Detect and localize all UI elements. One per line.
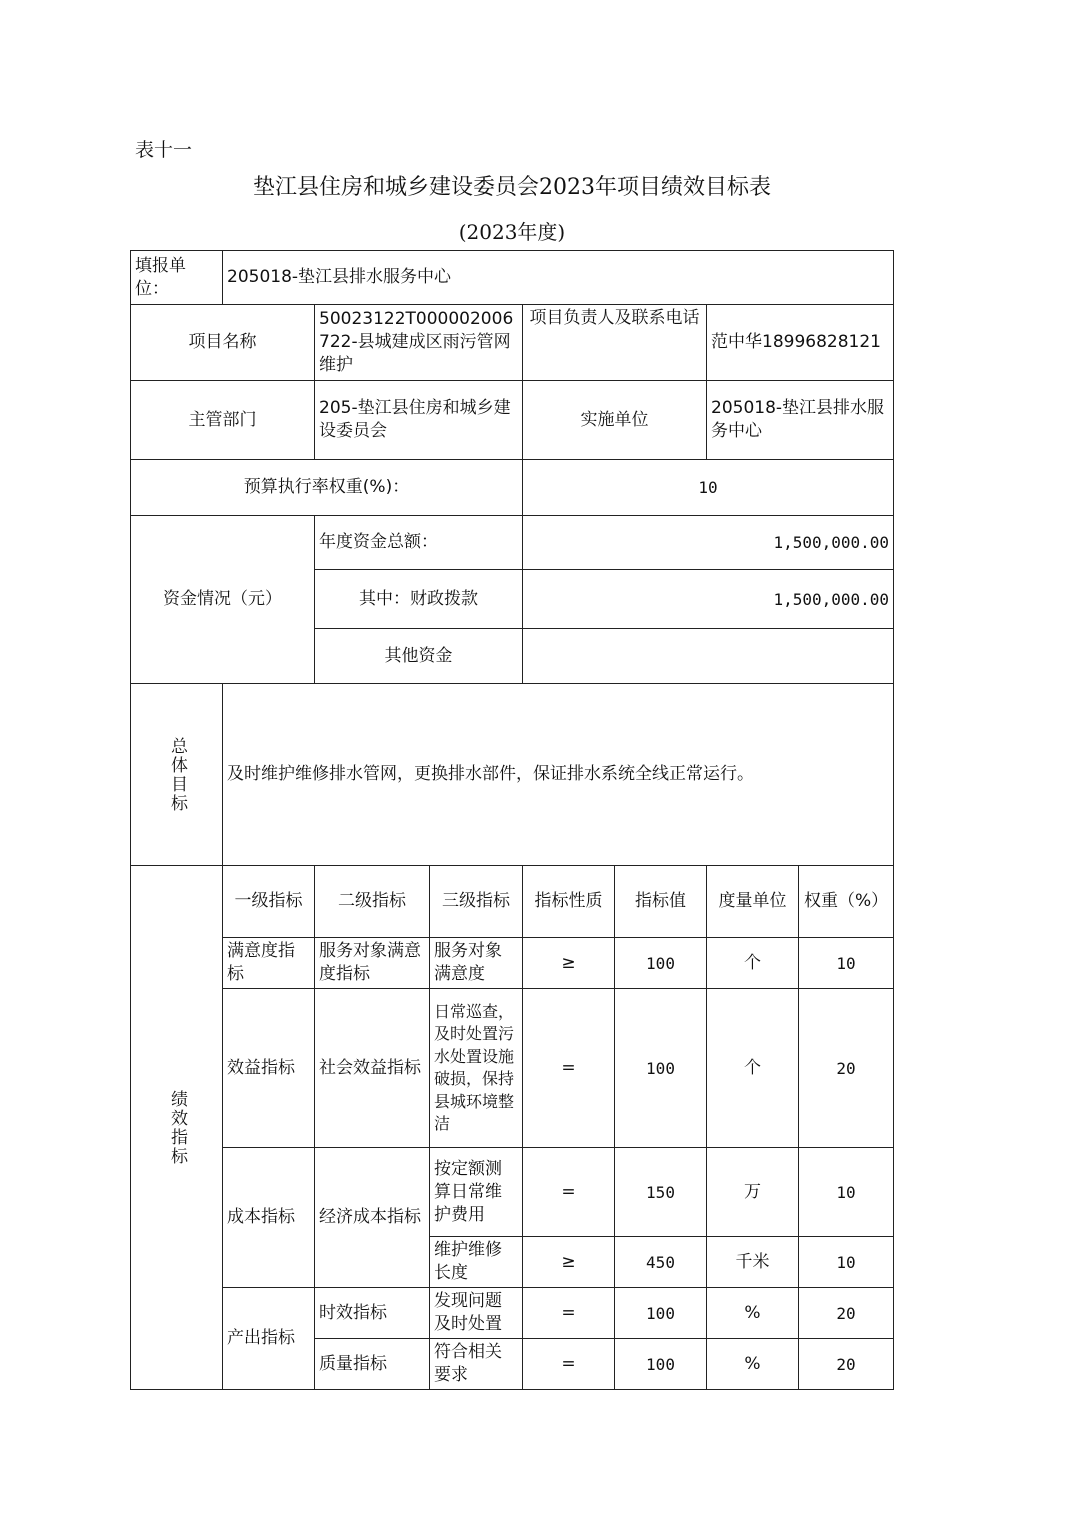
row-l1: 成本指标 — [223, 1148, 315, 1288]
row-nature: ≥ — [523, 938, 615, 989]
row-weight: 20 — [799, 1288, 894, 1339]
goal-label-text: 总体目标 — [167, 736, 187, 813]
row-l2: 服务对象满意度指标 — [315, 938, 430, 989]
project-leader-label: 项目负责人及联系电话 — [523, 305, 707, 381]
row-l3: 维护维修长度 — [430, 1237, 523, 1288]
row-value: 100 — [615, 1339, 707, 1390]
row-value: 100 — [615, 938, 707, 989]
header-unit: 度量单位 — [707, 866, 799, 938]
row-l3: 日常巡查，及时处置污水处置设施破损，保持县城环境整洁 — [430, 989, 523, 1148]
impl-label: 实施单位 — [523, 381, 707, 460]
row-weight: 10 — [799, 938, 894, 989]
row-unit: 千米 — [707, 1237, 799, 1288]
row-l2: 时效指标 — [315, 1288, 430, 1339]
row-unit: 个 — [707, 989, 799, 1148]
project-name-label: 项目名称 — [131, 305, 315, 381]
row-nature: = — [523, 1288, 615, 1339]
row-l3: 符合相关要求 — [430, 1339, 523, 1390]
fill-unit-label: 填报单位： — [131, 251, 223, 305]
funds-other-label: 其他资金 — [315, 629, 523, 684]
header-value: 指标值 — [615, 866, 707, 938]
fill-unit-value: 205018-垫江县排水服务中心 — [223, 251, 894, 305]
row-unit: % — [707, 1288, 799, 1339]
row-weight: 20 — [799, 989, 894, 1148]
performance-table — [130, 250, 894, 1390]
row-unit: 万 — [707, 1148, 799, 1237]
header-nature: 指标性质 — [523, 866, 615, 938]
row-l3: 按定额测算日常维护费用 — [430, 1148, 523, 1237]
row-l2: 经济成本指标 — [315, 1148, 430, 1288]
indicators-label — [131, 866, 223, 1390]
budget-rate-value: 10 — [523, 460, 894, 516]
table-row — [131, 1148, 894, 1237]
row-weight: 10 — [799, 1237, 894, 1288]
row-weight: 10 — [799, 1148, 894, 1237]
project-name-value: 50023122T000002006722-县城建成区雨污管网维护 — [315, 305, 523, 381]
row-nature: ≥ — [523, 1237, 615, 1288]
header-weight: 权重（%） — [799, 866, 894, 938]
row-l1: 效益指标 — [223, 989, 315, 1148]
row-nature: = — [523, 1148, 615, 1237]
row-nature: = — [523, 989, 615, 1148]
budget-rate-label: 预算执行率权重(%)： — [131, 460, 523, 516]
funds-total-label: 年度资金总额： — [315, 516, 523, 570]
row-nature: = — [523, 1339, 615, 1390]
row-l2: 质量指标 — [315, 1339, 430, 1390]
row-l3: 服务对象满意度 — [430, 938, 523, 989]
dept-value: 205-垫江县住房和城乡建设委员会 — [315, 381, 523, 460]
table-row — [131, 989, 894, 1148]
row-l1: 满意度指标 — [223, 938, 315, 989]
row-weight: 20 — [799, 1339, 894, 1390]
dept-label: 主管部门 — [131, 381, 315, 460]
project-leader-value: 范中华18996828121 — [707, 305, 894, 381]
row-value: 150 — [615, 1148, 707, 1237]
row-value: 450 — [615, 1237, 707, 1288]
row-l1: 产出指标 — [223, 1288, 315, 1390]
funds-fiscal-label: 其中：财政拨款 — [315, 570, 523, 629]
indicators-label-text: 绩效指标 — [167, 1089, 187, 1166]
row-l2: 社会效益指标 — [315, 989, 430, 1148]
funds-fiscal-value: 1,500,000.00 — [523, 570, 894, 629]
table-number: 表十一 — [135, 139, 193, 161]
funds-total-value: 1,500,000.00 — [523, 516, 894, 570]
row-unit: 个 — [707, 938, 799, 989]
row-value: 100 — [615, 989, 707, 1148]
row-l3: 发现问题及时处置 — [430, 1288, 523, 1339]
table-row — [131, 938, 894, 989]
row-unit: % — [707, 1339, 799, 1390]
goal-label — [131, 684, 223, 866]
table-row — [131, 1288, 894, 1339]
page-subtitle: (2023年度) — [458, 220, 566, 244]
funds-label: 资金情况（元） — [131, 516, 315, 684]
header-l1: 一级指标 — [223, 866, 315, 938]
page-title: 垫江县住房和城乡建设委员会2023年项目绩效目标表 — [253, 175, 771, 200]
row-value: 100 — [615, 1288, 707, 1339]
goal-text: 及时维护维修排水管网，更换排水部件，保证排水系统全线正常运行。 — [223, 684, 894, 866]
funds-other-value — [523, 629, 894, 684]
header-l2: 二级指标 — [315, 866, 430, 938]
impl-value: 205018-垫江县排水服务中心 — [707, 381, 894, 460]
header-l3: 三级指标 — [430, 866, 523, 938]
